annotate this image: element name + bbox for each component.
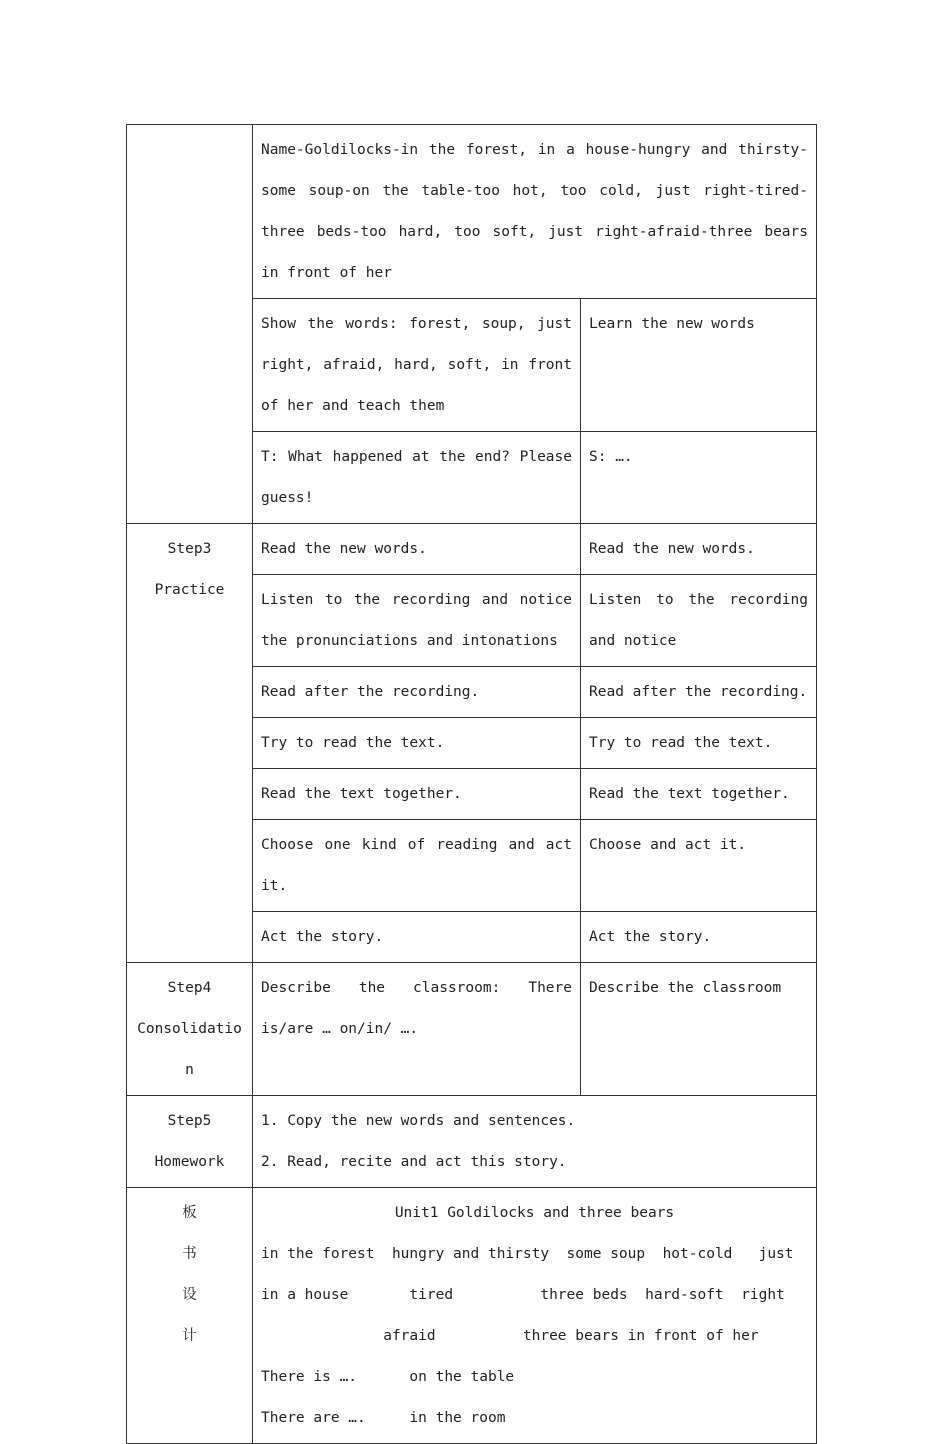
teacher-activity: T: What happened at the end? Please guess! bbox=[253, 432, 581, 524]
student-activity: Act the story. bbox=[581, 912, 817, 963]
lesson-plan-table bbox=[126, 124, 817, 1444]
board-design-label bbox=[127, 1188, 253, 1444]
step-name: Consolidation bbox=[137, 1021, 242, 1078]
step-name: Practice bbox=[154, 582, 225, 598]
student-activity: Read the new words. bbox=[581, 524, 817, 575]
step-number: Step3 bbox=[167, 541, 212, 557]
step-number: Step5 bbox=[167, 1113, 212, 1129]
intro-paragraph: Name-Goldilocks-in the forest, in a house-hungry and thirsty-some soup-on the table-too hot, too cold, just right-tired-three beds-too hard, too soft, just right-afraid-three bears in front of her bbox=[253, 125, 817, 299]
student-activity: Read after the recording. bbox=[581, 667, 817, 718]
student-activity: Read the text together. bbox=[581, 769, 817, 820]
board-label-char: 计 bbox=[182, 1328, 197, 1344]
student-activity: Describe the classroom bbox=[581, 963, 817, 1096]
step-name: Homework bbox=[154, 1154, 225, 1170]
board-line: There is …. on the table bbox=[261, 1369, 515, 1385]
homework-list bbox=[253, 1096, 817, 1188]
board-label-char: 设 bbox=[182, 1287, 197, 1303]
teacher-activity: Show the words: forest, soup, just right, afraid, hard, soft, in front of her and teach them bbox=[253, 299, 581, 432]
teacher-activity: Choose one kind of reading and act it. bbox=[253, 820, 581, 912]
teacher-activity: Read after the recording. bbox=[253, 667, 581, 718]
teacher-activity: Try to read the text. bbox=[253, 718, 581, 769]
student-activity: Learn the new words bbox=[581, 299, 817, 432]
step-cell-blank bbox=[127, 125, 253, 524]
student-activity: Choose and act it. bbox=[581, 820, 817, 912]
teacher-activity: Describe the classroom: There is/are … on/in/ …. bbox=[253, 963, 581, 1096]
board-label-char: 板 bbox=[182, 1205, 197, 1221]
board-label-char: 书 bbox=[182, 1246, 197, 1262]
homework-item: 2. Read, recite and act this story. bbox=[261, 1154, 567, 1170]
student-activity: Listen to the recording and notice bbox=[581, 575, 817, 667]
student-activity: Try to read the text. bbox=[581, 718, 817, 769]
board-line: There are …. in the room bbox=[261, 1410, 506, 1426]
teacher-activity: Listen to the recording and notice the pronunciations and intonations bbox=[253, 575, 581, 667]
table-row bbox=[127, 963, 817, 1096]
board-line: afraid three bears in front of her bbox=[261, 1328, 759, 1344]
student-activity: S: …. bbox=[581, 432, 817, 524]
table-row bbox=[127, 1096, 817, 1188]
board-title: Unit1 Goldilocks and three bears bbox=[394, 1205, 675, 1221]
table-row bbox=[127, 524, 817, 575]
teacher-activity: Read the text together. bbox=[253, 769, 581, 820]
board-line: in the forest hungry and thirsty some soup hot-cold just bbox=[261, 1246, 794, 1262]
teacher-activity: Read the new words. bbox=[253, 524, 581, 575]
teacher-activity: Act the story. bbox=[253, 912, 581, 963]
board-line: in a house tired three beds hard-soft right bbox=[261, 1287, 785, 1303]
homework-item: 1. Copy the new words and sentences. bbox=[261, 1113, 576, 1129]
board-design-row bbox=[127, 1188, 817, 1444]
intro-paragraph-row bbox=[127, 125, 817, 299]
step4-label bbox=[127, 963, 253, 1096]
step-number: Step4 bbox=[167, 980, 212, 996]
board-design-content bbox=[253, 1188, 817, 1444]
step3-label bbox=[127, 524, 253, 963]
step5-label bbox=[127, 1096, 253, 1188]
